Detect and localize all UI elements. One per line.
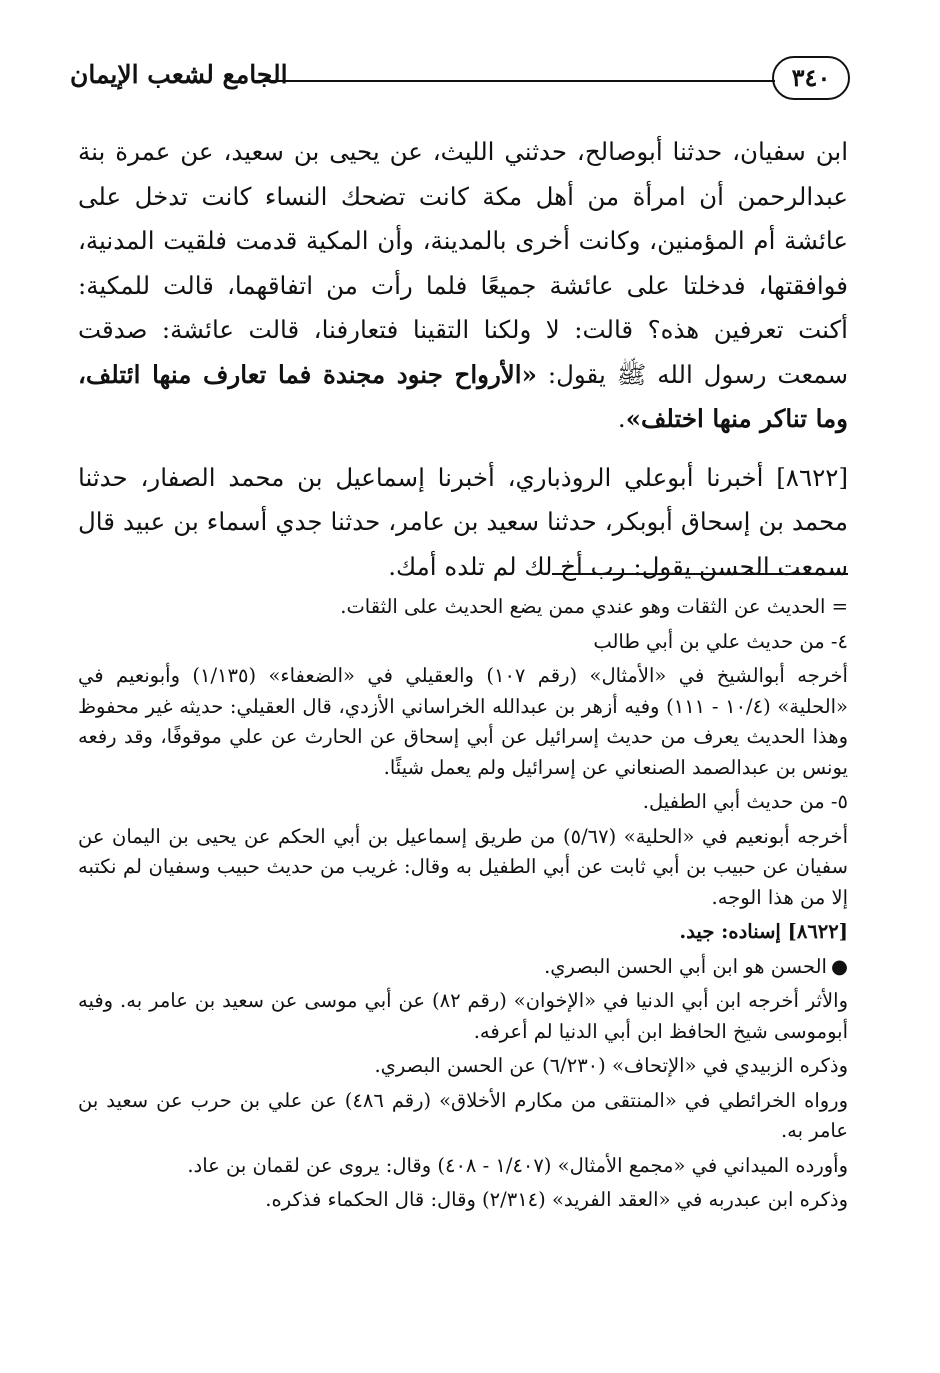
header-rule	[255, 80, 775, 82]
quote-end: .	[617, 404, 626, 433]
prophetic-quote: «الأرواح جنود مجندة فما تعارف منها ائتلف، وما تناكر منها اختلف»	[78, 359, 848, 433]
main-text	[78, 130, 848, 589]
footnote-isnad-heading: [٨٦٢٢] إسناده: جيد.	[679, 920, 848, 943]
footnote-line: أخرجه أبونعيم في «الحلية» (٥/٦٧) من طريق إسماعيل بن أبي الحكم عن يحيى بن اليمان عن سفيان عن حبيب بن أبي ثابت عن أبي الطفيل به وقال: غريب من حديث حبيب وسفيان لم نكتبه إلا من هذا الوجه.	[78, 824, 849, 909]
bullet-icon: ●	[830, 954, 848, 978]
hadith-paragraph-1	[78, 130, 848, 442]
page-header	[70, 56, 870, 104]
footnotes	[78, 592, 848, 1216]
footnote-line: ورواه الخرائطي في «المنتقى من مكارم الأخلاق» (رقم ٤٨٦) عن علي بن حرب عن سعيد بن عامر به.	[78, 1088, 848, 1142]
footnote-bullet-text: الحسن هو ابن أبي الحسن البصري.	[544, 954, 827, 978]
footnote-line: ٥- من حديث أبي الطفيل.	[642, 790, 848, 813]
footnote-line: أخرجه أبوالشيخ في «الأمثال» (رقم ١٠٧) والعقيلي في «الضعفاء» (١/١٣٥) وأبونعيم في «الحلية» (١٠/٤ - ١١١) وفيه أزهر بن عبدالله الخراساني الأزدي، قال العقيلي: حديثه غير محفوظ وهذا الحديث يعرف من حديث إسرائيل عن أبي إسحاق عن الحارث عن علي موقوفًا، وقد رفعه يونس بن عبدالصمد الصنعاني عن إسرائيل ولم يعمل شيئًا.	[78, 664, 848, 779]
page-number: ٣٤٠	[772, 56, 850, 100]
hadith-text: ابن سفيان، حدثنا أبوصالح، حدثني الليث، عن يحيى بن سعيد، عن عمرة بنة عبدالرحمن أن امرأة من أهل مكة كانت تضحك النساء كانت تدخل على عائشة أم المؤمنين، وكانت أخرى بالمدينة، وأن المكية قدمت فلقيت المدنية، فوافقتها، فدخلتا على عائشة جميعًا فلما رأت من اتفاقهما، قالت للمكية: أكنت تعرفين هذه؟ قالت: لا ولكنا التقينا فتعارفنا، قالت عائشة: صدقت سمعت رسول الله ﷺ يقول:	[78, 137, 848, 389]
footnote-line	[78, 952, 848, 983]
hadith-paragraph-8622: [٨٦٢٢] أخبرنا أبوعلي الروذباري، أخبرنا إسماعيل بن محمد الصفار، حدثنا محمد بن إسحاق أبوبكر، حدثنا سعيد بن عامر، حدثنا جدي أسماء بن عبيد قال سمعت الحسن يقول: رب أخ لك لم تلده أمك.	[78, 462, 848, 581]
footnote-line: ٤- من حديث علي بن أبي طالب	[593, 629, 848, 653]
footnote-line: والأثر أخرجه ابن أبي الدنيا في «الإخوان» (رقم ٨٢) عن أبي موسى عن سعيد بن عامر به. وفيه أبوموسى شيخ الحافظ ابن أبي الدنيا لم أعرفه.	[78, 989, 848, 1043]
footnote-line: = الحديث عن الثقات وهو عندي ممن يضع الحديث على الثقات.	[340, 595, 848, 618]
footnote-separator	[552, 573, 848, 575]
footnote-line: وذكره ابن عبدربه في «العقد الفريد» (٢/٣١٤) وقال: قال الحكماء فذكره.	[265, 1188, 848, 1211]
running-title: الجامع لشعب الإيمان	[70, 60, 288, 89]
footnote-line: وذكره الزبيدي في «الإتحاف» (٦/٢٣٠) عن الحسن البصري.	[374, 1054, 848, 1077]
footnote-line: وأورده الميداني في «مجمع الأمثال» (١/٤٠٧ - ٤٠٨) وقال: يروى عن لقمان بن عاد.	[187, 1153, 848, 1177]
